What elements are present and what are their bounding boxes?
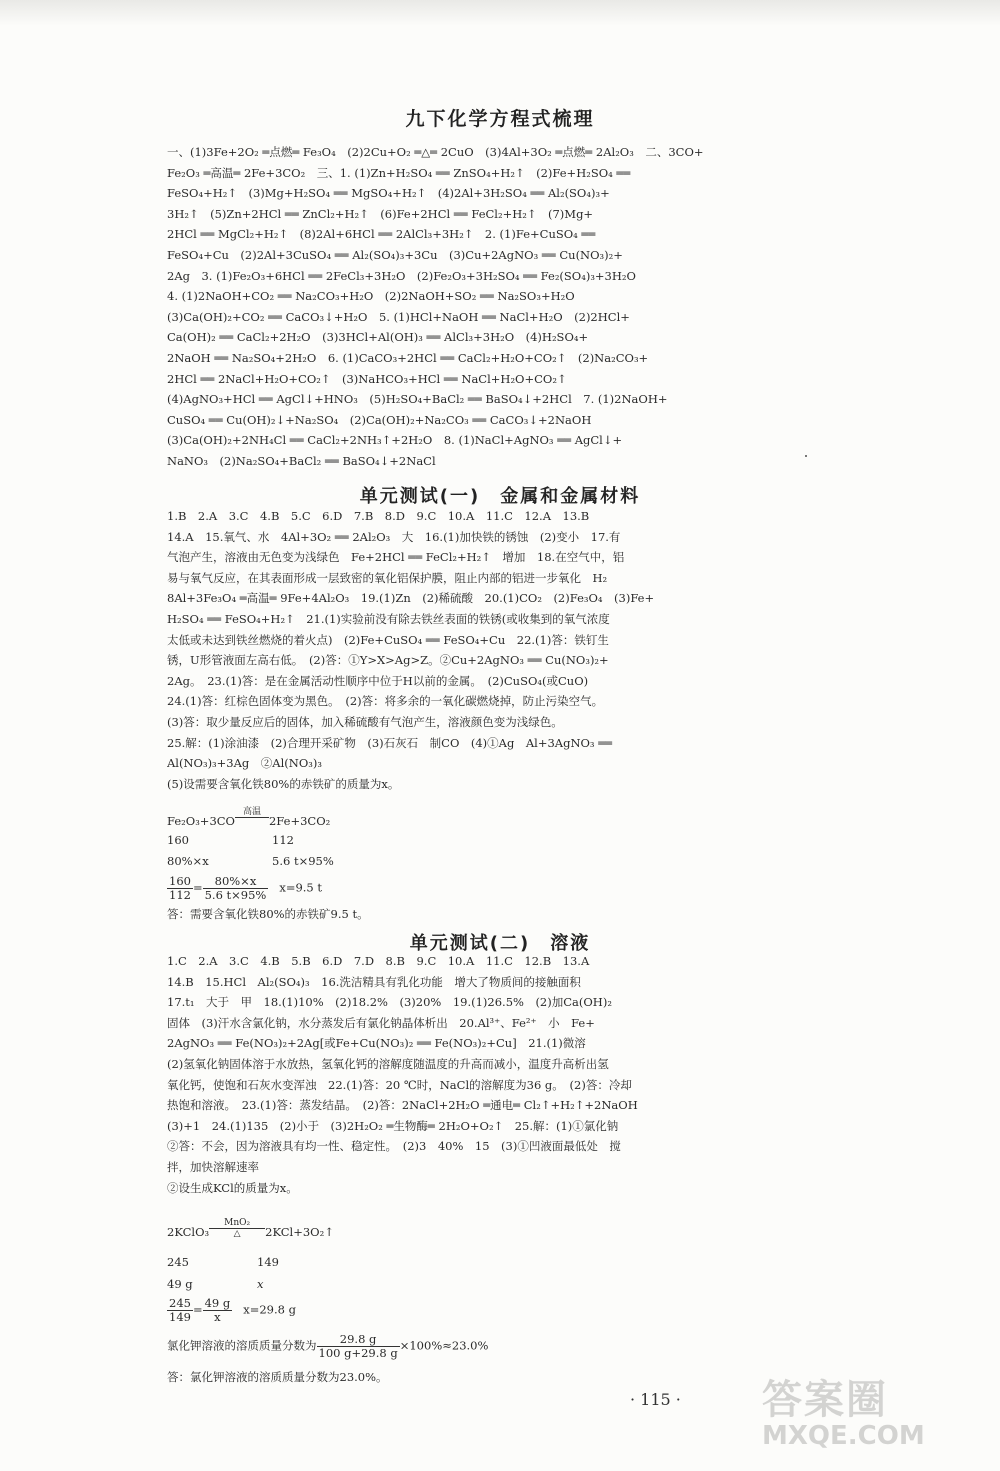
equation-line: 2NaOH ══ Na₂SO₄+2H₂O 6. (1)CaCO₃+2HCl ══ CaCl₂+H₂O+CO₂↑ (2)Na₂CO₃+ (167, 350, 649, 365)
equation-line: 2Ag 3. (1)Fe₂O₃+6HCl ══ 2FeCl₃+3H₂O (2)Fe₂O₃+3H₂SO₄ ══ Fe₂(SO₄)₃+3H₂O (167, 268, 636, 283)
calc2-m2: 149 (257, 1255, 279, 1269)
answer-line: 锈，U形管液面左高右低。 (2)答：①Y>X>Ag>Z。②Cu+2AgNO₃ ══ Cu(NO₃)₂+ (167, 653, 609, 668)
calc2-frac-label: 氯化钾溶液的溶质质量分数为 (167, 1338, 317, 1353)
calc1-v1: 80%×x (167, 854, 209, 868)
calc1-result: x=9.5 t (279, 880, 323, 895)
equation-line: 4. (1)2NaOH+CO₂ ══ Na₂CO₃+H₂O (2)2NaOH+SO₂ ══ Na₂SO₃+H₂O (167, 289, 575, 304)
calc1-proportion: $\frac{160}{112}$ = $\frac{80\%\times x}{5.6 t\times 95\%}$ x=9.5 t (169, 874, 323, 902)
answer-line: 25.解：(1)涂油漆 (2)合理开采矿物 (3)石灰石 制CO (4)①Ag Al+3AgNO₃ ══ (167, 735, 613, 750)
answer-line: 1.C 2.A 3.C 4.B 5.B 6.D 7.D 8.B 9.C 10.A 11.C 12.B 13.A (167, 954, 590, 968)
answer-line: 2Ag。 23.(1)答：是在金属活动性顺序中位于H以前的金属。 (2)CuSO₄(或CuO) (167, 673, 589, 688)
answer-line: 气泡产生，溶液由无色变为浅绿色 Fe+2HCl ══ FeCl₂+H₂↑ 增加 18.在空气中，铝 (167, 550, 625, 565)
calc2-p-den2: x (214, 1310, 221, 1324)
equation-line: CuSO₄ ══ Cu(OH)₂↓+Na₂SO₄ (2)Ca(OH)₂+Na₂CO₃ ══ CaCO₃↓+2NaOH (167, 412, 592, 427)
calc2-eq-left: 2KClO₃ (167, 1225, 210, 1239)
watermark-text: 答案圈 (762, 1377, 888, 1423)
calc1-eq-left: Fe₂O₃+3CO (167, 814, 235, 828)
calc1-eq-condition: 高温 (235, 807, 269, 818)
answer-line: 太低或未达到铁丝燃烧的着火点) (2)Fe+CuSO₄ ══ FeSO₄+Cu 22.(1)答：铁钉生 (167, 632, 609, 647)
calc1-answer: 答：需要含氧化铁80%的赤铁矿9.5 t。 (167, 907, 369, 921)
equation-line: (4)AgNO₃+HCl ══ AgCl↓+HNO₃ (5)H₂SO₄+BaCl₂ ══ BaSO₄↓+2HCl 7. (1)2NaOH+ (167, 392, 668, 407)
equation-line: (3)Ca(OH)₂+CO₂ ══ CaCO₃↓+H₂O 5. (1)HCl+NaOH ══ NaCl+H₂O (2)2HCl+ (167, 309, 630, 324)
calc1-p-num2: 80%×x (203, 875, 269, 889)
page-title: 九下化学方程式梳理 (405, 108, 595, 130)
equation-line: FeSO₄+Cu (2)2Al+3CuSO₄ ══ Al₂(SO₄)₃+3Cu (3)Cu+2AgNO₃ ══ Cu(NO₃)₂+ (167, 247, 623, 262)
answer-line: 2AgNO₃ ══ Fe(NO₃)₂+2Ag[或Fe+Cu(NO₃)₂ ══ Fe(NO₃)₂+Cu] 21.(1)微溶 (167, 1036, 586, 1051)
calc2-result: x=29.8 g (243, 1302, 296, 1317)
equation-line: NaNO₃ (2)Na₂SO₄+BaCl₂ ══ BaSO₄↓+2NaCl (167, 453, 436, 468)
calc2-p-num2: 49 g (204, 1296, 231, 1310)
answer-line: 14.A 15.氧气、水 4Al+3O₂ ══ 2Al₂O₃ 大 16.(1)加快铁的锈蚀 (2)变小 17.有 (167, 529, 621, 544)
calc2-eq-heat: △ (233, 1229, 241, 1239)
calc1-m2: 112 (272, 833, 294, 847)
answer-line: 8Al+3Fe₃O₄ ═高温═ 9Fe+4Al₂O₃ 19.(1)Zn (2)稀硫酸 20.(1)CO₂ (2)Fe₃O₄ (3)Fe+ (167, 591, 655, 606)
calc2-proportion: $\frac{245}{149}$ = $\frac{49 g}{x}$ x=29.8 g (169, 1296, 296, 1324)
answer-line: 固体 (3)汗水含氯化钠，水分蒸发后有氯化钠晶体析出 20.Al³⁺、Fe²⁺ 小 Fe+ (167, 1015, 595, 1030)
answer-line: 易与氧气反应，在其表面形成一层致密的氧化铝保护膜，阻止内部的铝进一步氧化 H₂ (167, 570, 608, 585)
calc2-fraction-line (167, 1333, 488, 1360)
unit-test-1-answers (167, 506, 715, 794)
answer-line: 拌，加快溶解速率 (167, 1159, 259, 1174)
stray-mark (805, 455, 807, 457)
answer-line: (5)设需要含氧化铁80%的赤铁矿的质量为x。 (167, 776, 400, 791)
calc2-eq-right: 2KCl+3O₂↑ (265, 1225, 334, 1239)
calc2-frac-den: 100 g+29.8 g (318, 1346, 398, 1360)
calc1-equation (167, 807, 330, 828)
answer-line: 17.t₁ 大于 甲 18.(1)10% (2)18.2% (3)20% 19.(1)26.5% (2)加Ca(OH)₂ (167, 995, 612, 1010)
equation-line: 3H₂↑ (5)Zn+2HCl ══ ZnCl₂+H₂↑ (6)Fe+2HCl ══ FeCl₂+H₂↑ (7)Mg+ (167, 206, 594, 221)
calc2-eq-catalyst: MnO₂ (209, 1218, 265, 1229)
calc2-mass-row (167, 1255, 279, 1269)
calc1-p-num1: 160 (169, 874, 191, 888)
equation-line: 2HCl ══ MgCl₂+H₂↑ (8)2Al+6HCl ══ 2AlCl₃+3H₂↑ 2. (1)Fe+CuSO₄ ══ (167, 227, 596, 242)
calc2-answer: 答：氯化钾溶液的溶质质量分数为23.0%。 (167, 1370, 388, 1384)
answer-line: (3)答：取少量反应后的固体，加入稀硫酸有气泡产生，溶液颜色变为浅绿色。 (167, 714, 563, 729)
calc1-mass-row (167, 833, 294, 847)
answer-line: H₂SO₄ ══ FeSO₄+H₂↑ 21.(1)实验前没有除去铁丝表面的铁锈(或收集到的氧气浓度 (167, 611, 610, 626)
calc1-eq-right: 2Fe+3CO₂ (268, 814, 331, 828)
calc1-m1: 160 (167, 833, 189, 847)
watermark-logo (762, 1368, 972, 1458)
page-top-shadow (0, 0, 1000, 26)
unit-test-2-answers (167, 951, 715, 1198)
page-number: · 115 · (630, 1390, 681, 1409)
calc2-frac-num: 29.8 g (317, 1333, 400, 1347)
calc2-value-row (167, 1277, 264, 1291)
equation-line: 2HCl ══ 2NaCl+H₂O+CO₂↑ (3)NaHCO₃+HCl ══ NaCl+H₂O+CO₂↑ (167, 371, 567, 386)
calc2-equation (167, 1218, 334, 1239)
answer-line: 氧化钙，使饱和石灰水变浑浊 22.(1)答：20 ℃时，NaCl的溶解度为36 g。 (2)答：冷却 (167, 1077, 632, 1092)
calc2-v2: x (257, 1277, 264, 1291)
answer-line: ②设生成KCl的质量为x。 (167, 1180, 298, 1195)
answer-line: ②答：不会，因为溶液具有均一性、稳定性。 (2)3 40% 15 (3)①凹液面最低处 搅 (167, 1139, 621, 1154)
calc2-p-den1: 149 (169, 1310, 191, 1324)
answer-line: (2)氢氧化钠固体溶于水放热，氢氧化钙的溶解度随温度的升高而减小，温度升高析出氢 (167, 1056, 609, 1071)
answer-line: 热饱和溶液。 23.(1)答：蒸发结晶。 (2)答：2NaCl+2H₂O ═通电═ Cl₂↑+H₂↑+2NaOH (167, 1098, 638, 1113)
answer-line: 14.B 15.HCl Al₂(SO₄)₃ 16.洗洁精具有乳化功能 增大了物质间的接触面积 (167, 974, 581, 989)
answer-line: (3)+1 24.(1)135 (2)小于 (3)2H₂O₂ ═生物酶═ 2H₂O+O₂↑ 25.解：(1)①氯化钠 (167, 1118, 619, 1133)
answer-line: 24.(1)答：红棕色固体变为黑色。 (2)答：将多余的一氧化碳燃烧掉，防止污染空气。 (167, 694, 604, 709)
calc2-v1: 49 g (167, 1277, 193, 1291)
calc2-m1: 245 (167, 1255, 189, 1269)
watermark-url: MXQE.COM (762, 1421, 925, 1451)
equation-summary-section (167, 142, 715, 472)
answer-line: Al(NO₃)₃+3Ag ②Al(NO₃)₃ (167, 756, 322, 771)
calc1-p-den2: 5.6 t×95% (204, 888, 267, 902)
answer-line: 1.B 2.A 3.C 4.B 5.C 6.D 7.B 8.D 9.C 10.A 11.C 12.A 13.B (167, 509, 590, 523)
unit-test-2-title: 单元测试(二) 溶液 (409, 933, 591, 954)
calc1-p-den1: 112 (169, 888, 191, 902)
calc2-frac-result: ×100%≈23.0% (399, 1338, 489, 1353)
equation-line: (3)Ca(OH)₂+2NH₄Cl ══ CaCl₂+2NH₃↑+2H₂O 8. (1)NaCl+AgNO₃ ══ AgCl↓+ (167, 433, 623, 448)
equation-line: 一、(1)3Fe+2O₂ ═点燃═ Fe₃O₄ (2)2Cu+O₂ ═△═ 2CuO (3)4Al+3O₂ ═点燃═ 2Al₂O₃ 二、3CO+ (167, 145, 704, 159)
calc1-v2: 5.6 t×95% (272, 854, 334, 868)
calc2-p-num1: 245 (169, 1296, 191, 1310)
unit-test-1-title: 单元测试(一) 金属和金属材料 (359, 486, 641, 507)
equation-line: FeSO₄+H₂↑ (3)Mg+H₂SO₄ ══ MgSO₄+H₂↑ (4)2Al+3H₂SO₄ ══ Al₂(SO₄)₃+ (167, 186, 610, 201)
equation-line: Ca(OH)₂ ══ CaCl₂+2H₂O (3)3HCl+Al(OH)₃ ══ AlCl₃+3H₂O (4)H₂SO₄+ (167, 330, 589, 345)
calc1-value-row (167, 854, 334, 868)
equation-line: Fe₂O₃ ═高温═ 2Fe+3CO₂ 三、1. (1)Zn+H₂SO₄ ══ ZnSO₄+H₂↑ (2)Fe+H₂SO₄ ══ (167, 165, 631, 180)
